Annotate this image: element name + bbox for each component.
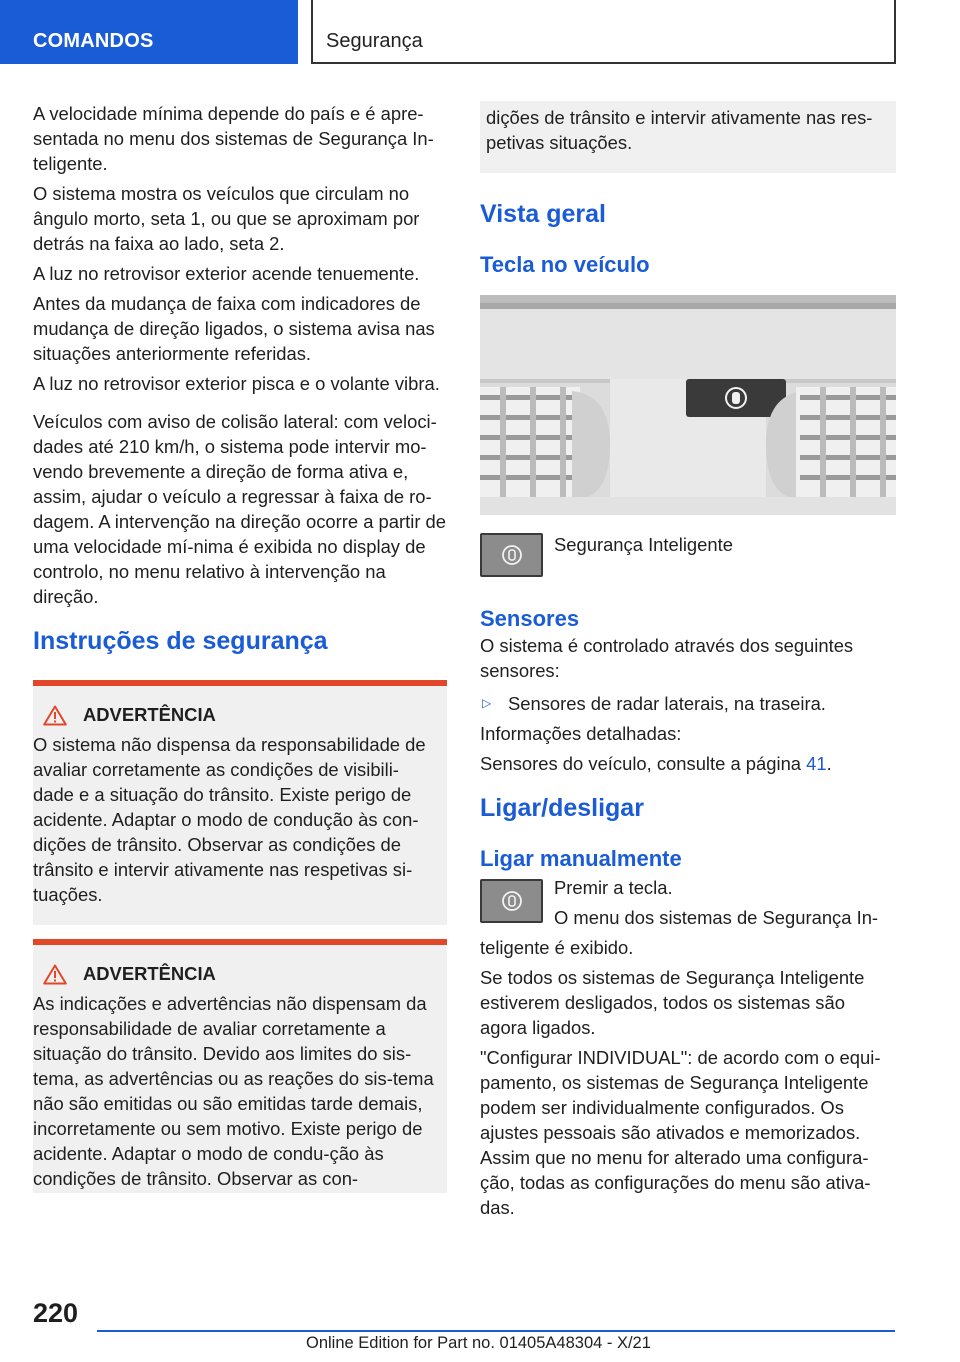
intelligent-safety-key [480,879,543,923]
warning-text: As indicações e advertências não dispensam da responsabilidade de avaliar corretamente a situação do trânsito. Devido aos limites do sis-tema, as advertências ou as reações do sis-tema não são emitidas ou são emitidas tarde demais, incorretamente ou sem motivo. Existe perigo de acidente. Adaptar o modo de condu-ção às condições de trânsito. Observar as con- [33,993,434,1189]
intelligent-safety-key [480,533,543,577]
warning-title: ADVERTÊNCIA [83,704,216,725]
right-column [480,101,896,1225]
warning-box [33,939,447,1193]
paragraph: Antes da mudança de faixa com indicadores de mudança de direção ligados, o sistema avisa nas situações anteriormente referidas. [33,293,435,364]
left-column [33,101,447,1193]
intelligent-safety-icon [501,890,523,912]
header-section-label: COMANDOS [33,30,154,52]
paragraph: A luz no retrovisor exterior acende tenuemente. [33,263,420,284]
section-heading-overview: Vista geral [480,200,607,228]
period: . [826,753,832,774]
header-section-tab [0,0,298,64]
section-heading-onoff: Ligar/desligar [480,794,644,822]
warning-text: O sistema não dispensa da responsabilidade de avaliar corretamente as condições de visibili-dade e a situação do trânsito. Existe perigo de acidente. Adaptar o modo de condução às con-dições de trânsito. Observar as condições de trânsito e intervir ativamente nas respetivas si-tuações. [33,734,426,905]
footer-divider [97,1330,895,1332]
vehicle-key-photo [480,295,896,515]
section-heading-safety: Instruções de segurança [33,627,328,655]
header-subsection-label: Segurança [326,30,423,52]
warning-text: dições de trânsito e intervir ativamente nas res-petivas situações. [486,107,873,153]
step-text: Premir a tecla. [554,877,673,898]
triangle-bullet-icon: ▷ [482,696,492,710]
paragraph: A velocidade mínima depende do país e é apre-sentada no menu dos sistemas de Segurança In-teligente. [33,103,434,174]
key-legend-row [480,533,896,577]
footer-edition: Online Edition for Part no. 01405A48304 - X/21 [306,1334,651,1352]
warning-triangle-icon [43,705,67,726]
subheading-key: Tecla no veículo [480,252,650,277]
intelligent-safety-icon [501,544,523,566]
vehicle-dashboard-image [480,295,896,515]
warning-box [33,680,447,925]
warning-triangle-icon [43,964,67,985]
paragraph: Se todos os sistemas de Segurança Inteligente estiverem desligados, todos os sistemas são agora ligados. [480,967,865,1038]
page-number: 220 [33,1298,79,1328]
paragraph: Veículos com aviso de colisão lateral: com veloci-dades até 210 km/h, o sistema pode intervir mo-vendo brevemente a direção de forma ativa e, assim, ajudar o veículo a regressar à faixa de ro-dagem. A intervenção na direção ocorre a partir de uma velocidade mí-nima é exibida no display de controlo, no menu relativo à intervenção na direção. [33,411,447,607]
step-text: teligente é exibido. [480,937,634,958]
manual-step-row [480,875,896,935]
paragraph: O sistema mostra os veículos que circulam no ângulo morto, seta 1, ou que se aproximam por detrás na faixa ao lado, seta 2. [33,183,420,254]
paragraph: A luz no retrovisor exterior pisca e o volante vibra. [33,373,440,394]
paragraph: O sistema é controlado através dos seguintes sensores: [480,635,854,681]
subheading-manual: Ligar manualmente [480,846,682,871]
key-caption: Segurança Inteligente [554,534,733,555]
warning-title: ADVERTÊNCIA [83,963,216,984]
header-subsection-box [311,0,896,64]
paragraph: "Configurar INDIVIDUAL": de acordo com o equi-pamento, os sistemas de Segurança Inteligente podem ser individualmente configurados. Os ajustes pessoais são ativados e memorizados. Assim que no menu for alterado uma configura-ção, todas as configurações do menu são ativa-das. [480,1047,881,1218]
subheading-sensors: Sensores [480,606,580,631]
step-text: O menu dos sistemas de Segurança In- [554,907,879,928]
paragraph: Informações detalhadas: [480,723,682,744]
cross-reference-text: Sensores do veículo, consulte a página [480,753,802,774]
page-link[interactable]: 41 [806,753,827,774]
warning-continuation-box [480,101,896,173]
paragraph [480,751,896,776]
list-item-text: Sensores de radar laterais, na traseira. [508,693,826,714]
list-item [480,691,896,716]
